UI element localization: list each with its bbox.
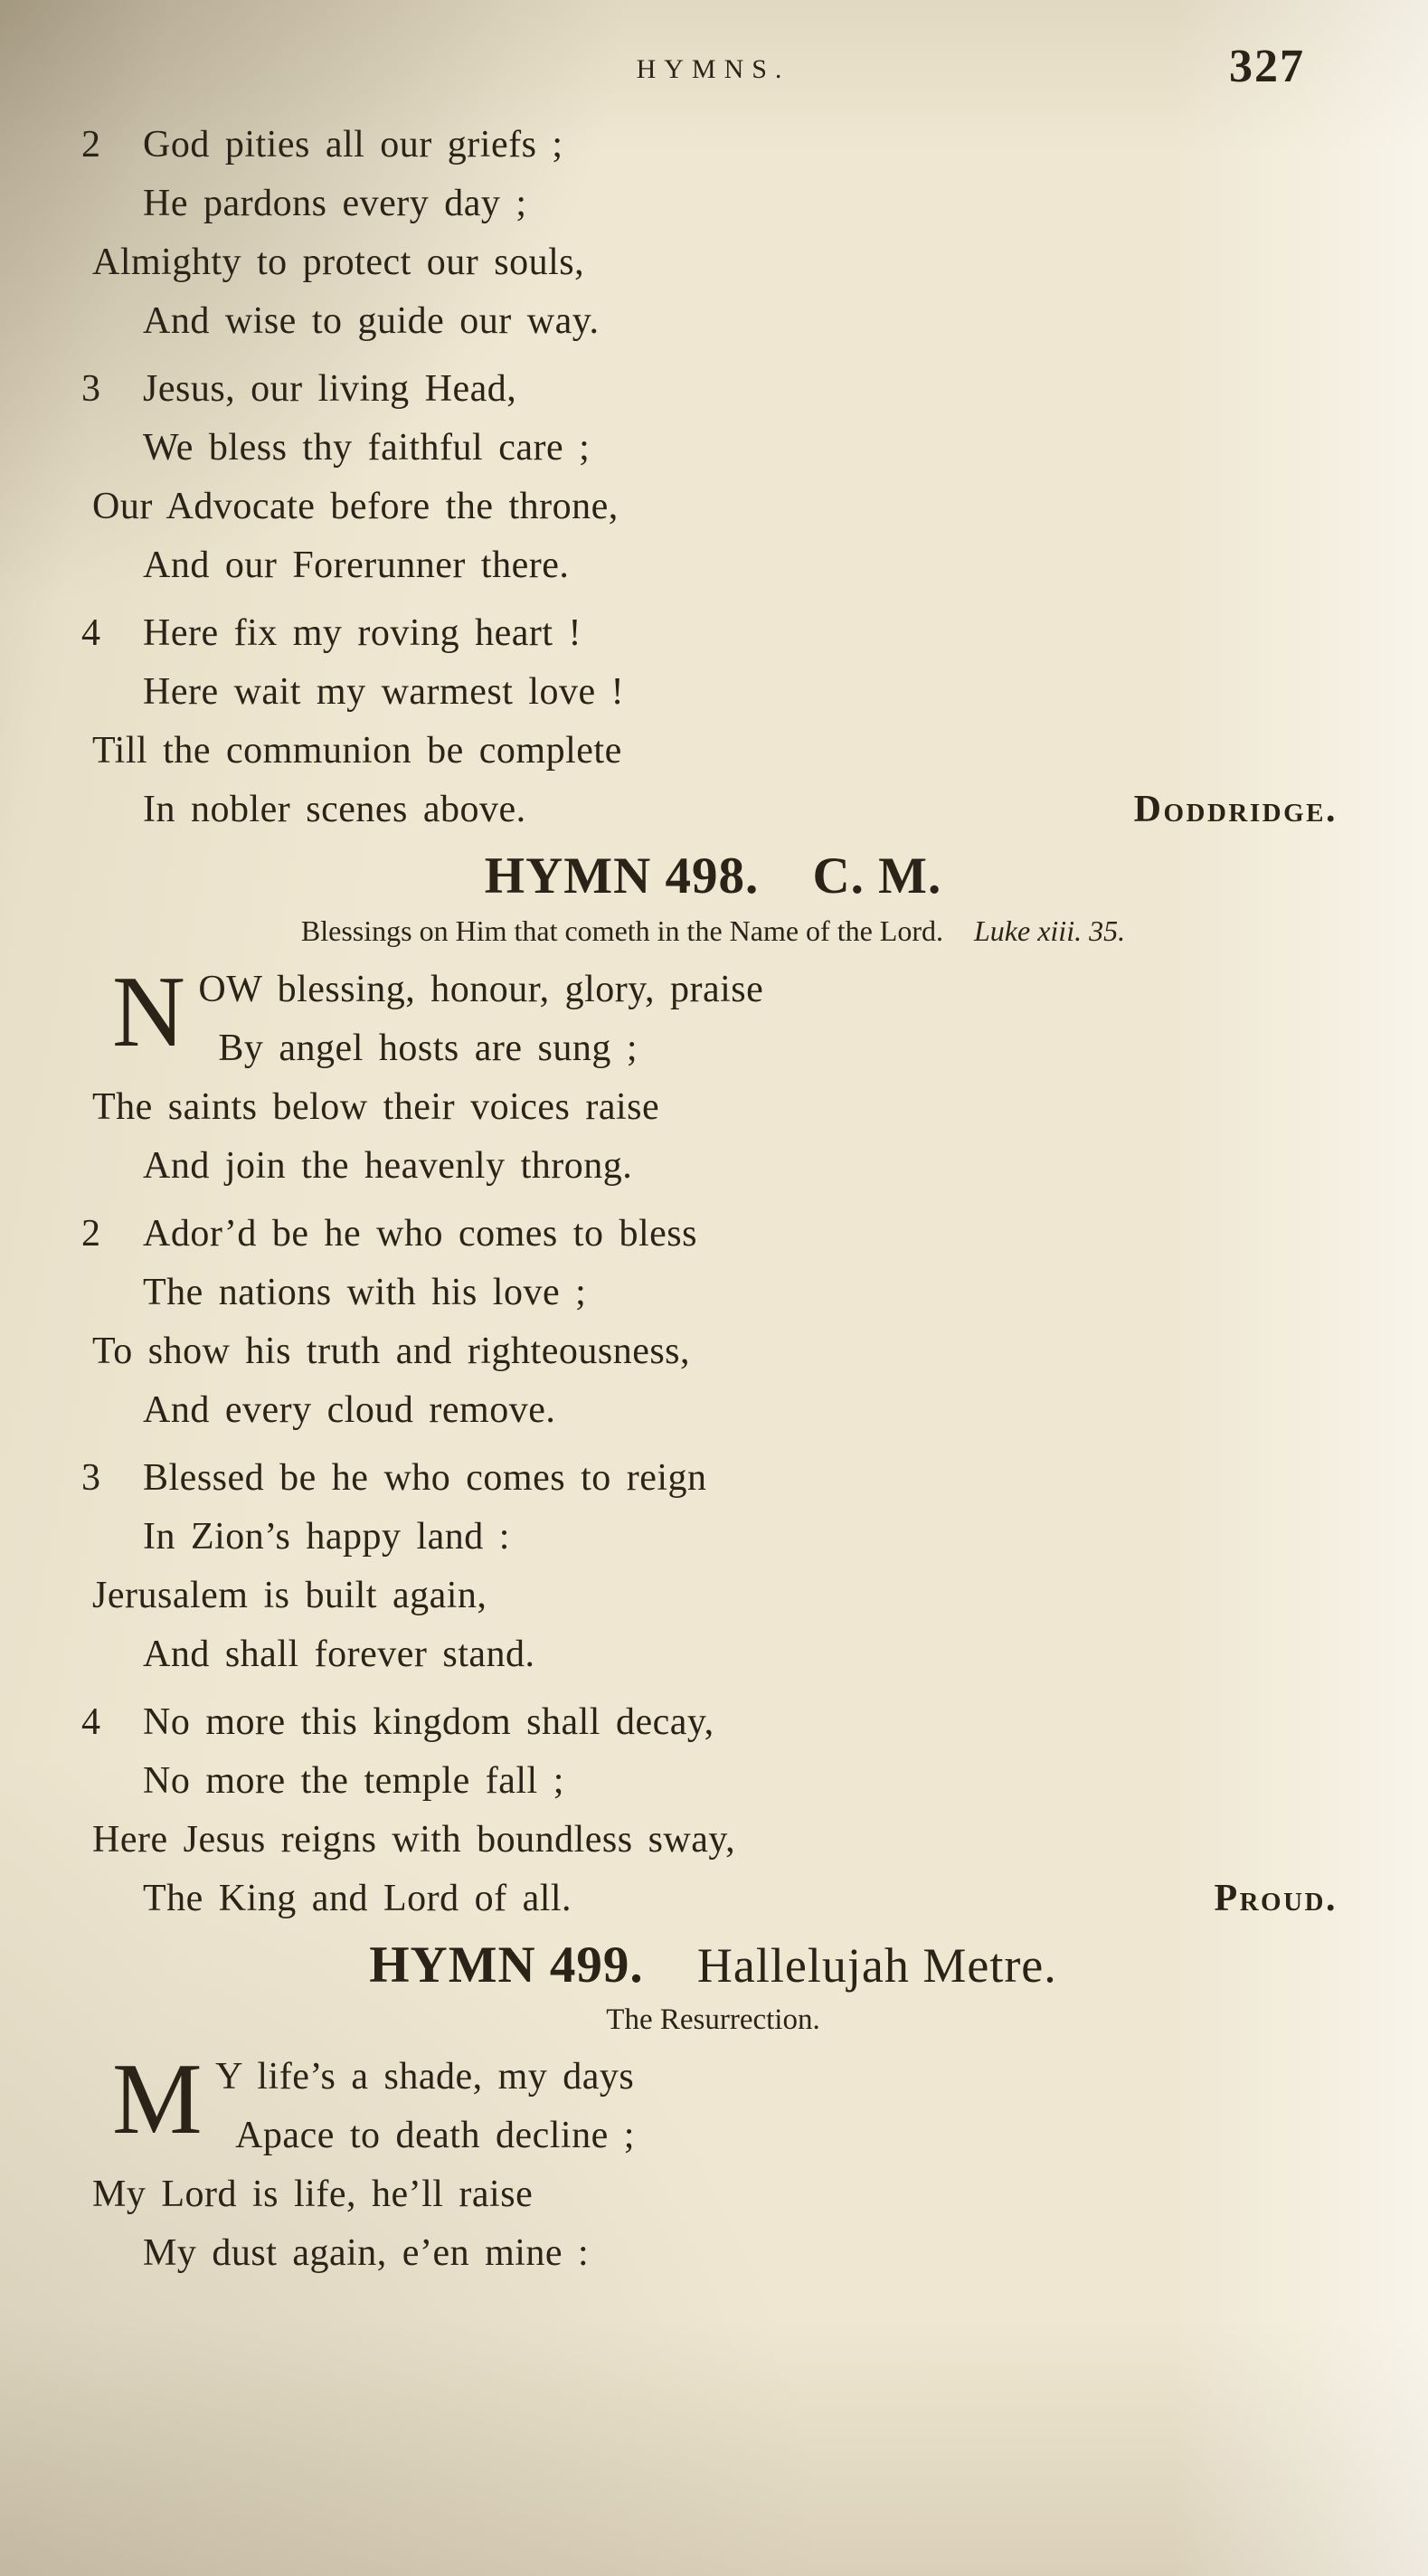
author-attribution: Doddridge. <box>1133 789 1338 830</box>
hymn-line: And join the heavenly throng. <box>143 1145 633 1187</box>
hymn-number-heading: HYMN 499. <box>369 1937 644 1994</box>
verse <box>81 1205 1339 1440</box>
hymn-line: And our Forerunner there. <box>143 545 570 586</box>
hymn-line: The saints below their voices raise <box>92 1086 660 1128</box>
hymn-line: By angel hosts are sung ; <box>218 1028 638 1069</box>
hymn-line: And shall forever stand. <box>143 1634 535 1675</box>
hymn-line: My Lord is life, he’ll raise <box>92 2174 534 2215</box>
hymn-line-with-attribution <box>143 1870 1339 1928</box>
verse <box>81 116 1339 351</box>
hymn-499 <box>87 1937 1339 2283</box>
hymn-heading <box>87 848 1339 904</box>
hymn-line: No more this kingdom shall decay, <box>143 1701 714 1743</box>
hymn-line: Here fix my roving heart ! <box>143 612 582 654</box>
verse <box>81 604 1339 839</box>
hymn-498 <box>81 848 1339 1928</box>
verse <box>81 360 1339 595</box>
hymn-line: Here wait my warmest love ! <box>143 671 625 713</box>
verse-number: 4 <box>81 1701 101 1743</box>
hymn-subtitle <box>87 912 1339 950</box>
drop-cap: N <box>112 956 186 1068</box>
page-header <box>87 40 1339 116</box>
hymn-line: Blessed be he who comes to reign <box>143 1457 707 1499</box>
hymn-line: Jerusalem is built again, <box>92 1575 487 1616</box>
hymn-line: Here Jesus reigns with boundless sway, <box>92 1819 736 1861</box>
verse-number: 2 <box>81 124 101 166</box>
hymn-line: Our Advocate before the throne, <box>92 486 619 527</box>
hymn-line: We bless thy faithful care ; <box>143 427 591 469</box>
hymn-meter: C. M. <box>812 848 942 904</box>
hymn-line: My dust again, e’en mine : <box>143 2232 590 2274</box>
hymn-line: To show his truth and righteousness, <box>92 1331 691 1372</box>
hymn-line: God pities all our griefs ; <box>143 124 563 166</box>
verse <box>81 1449 1339 1684</box>
drop-cap: M <box>112 2043 203 2155</box>
hymn-number-heading: HYMN 498. <box>484 848 760 904</box>
page-number: 327 <box>1229 41 1305 92</box>
hymn-line: Almighty to protect our souls, <box>92 242 585 283</box>
scripture-reference: Luke xiii. 35. <box>974 914 1126 947</box>
hymn-line: Till the communion be complete <box>92 730 622 772</box>
hymn-heading <box>87 1937 1339 1994</box>
hymn-line: The King and Lord of all. <box>143 1878 572 1919</box>
verse-number: 3 <box>81 368 101 410</box>
hymn-line: He pardons every day ; <box>143 183 527 224</box>
hymn-line: Apace to death decline ; <box>235 2115 635 2156</box>
hymn-line: In Zion’s happy land : <box>143 1516 510 1558</box>
hymn-line: Ador’d be he who comes to bless <box>143 1213 697 1255</box>
verse <box>87 956 1339 1196</box>
hymn-line: And every cloud remove. <box>143 1389 556 1431</box>
verse <box>81 1693 1339 1928</box>
hymn-line: In nobler scenes above. <box>143 789 526 830</box>
hymn-line: Y life’s a shade, my days <box>215 2056 635 2098</box>
verse <box>87 2043 1339 2283</box>
hymn-line: OW blessing, honour, glory, praise <box>198 969 764 1010</box>
hymn-line: The nations with his love ; <box>143 1272 587 1313</box>
verse-number: 2 <box>81 1213 101 1255</box>
hymn-subtitle: The Resurrection. <box>606 2003 820 2036</box>
hymn-line: Jesus, our living Head, <box>143 368 517 410</box>
running-head-title: HYMNS. <box>636 54 790 84</box>
hymn-line: And wise to guide our way. <box>143 300 600 342</box>
hymn-line: No more the temple fall ; <box>143 1760 564 1802</box>
verse-number: 3 <box>81 1457 101 1499</box>
hymn-line-with-attribution <box>143 781 1339 839</box>
subtitle-text: Blessings on Him that cometh in the Name of the Lord. <box>300 914 943 947</box>
hymn-meter: Hallelujah Metre. <box>696 1938 1057 1993</box>
text-block <box>81 40 1339 2292</box>
author-attribution: Proud. <box>1214 1878 1338 1919</box>
verse-number: 4 <box>81 612 101 654</box>
hymn-ending <box>81 116 1339 839</box>
